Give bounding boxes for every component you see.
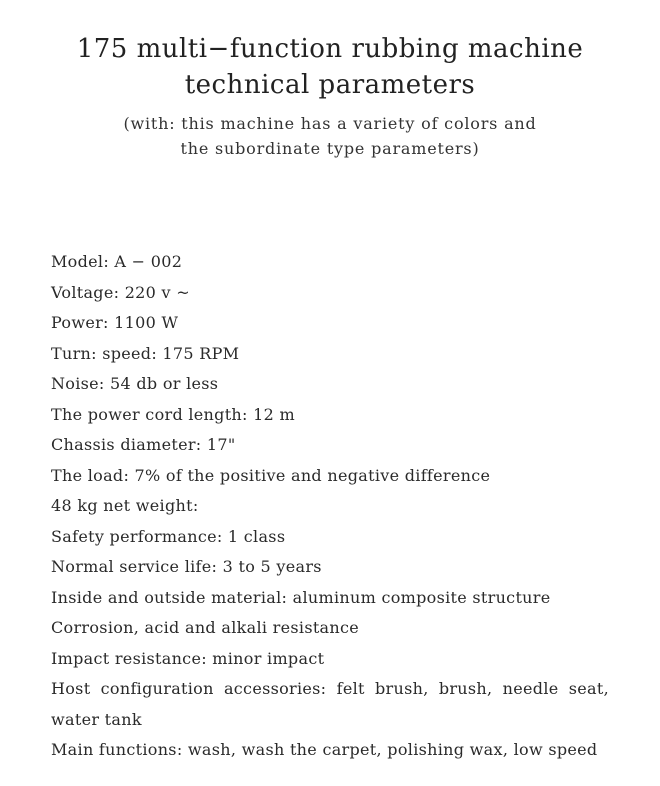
param-corrosion-resistance: Corrosion, acid and alkali resistance — [51, 618, 360, 637]
parameter-list — [51, 247, 611, 766]
param-chassis-diameter: Chassis diameter: 17" — [51, 435, 236, 454]
param-power: Power: 1100 W — [51, 313, 179, 332]
param-model: Model: A − 002 — [51, 252, 183, 271]
param-accessories-continued: water tank — [51, 709, 142, 729]
subtitle-line-1: (with: this machine has a variety of colors and — [123, 114, 537, 133]
param-power-cord-length: The power cord length: 12 m — [51, 404, 295, 424]
param-voltage: Voltage: 220 v ~ — [51, 282, 190, 302]
page-title-line-2: technical parameters — [184, 70, 476, 100]
param-load: The load: 7% of the positive and negative difference — [51, 465, 491, 485]
param-impact-resistance: Impact resistance: minor impact — [51, 648, 325, 668]
param-safety-performance: Safety performance: 1 class — [51, 526, 286, 546]
page-title-line-1: 175 multi−function rubbing machine — [76, 34, 584, 64]
param-net-weight: 48 kg net weight: — [51, 496, 199, 515]
param-accessories: Host configuration accessories: felt brush, brush, needle seat, — [51, 679, 609, 698]
subtitle-line-2: the subordinate type parameters) — [180, 139, 480, 158]
param-turn-speed: Turn: speed: 175 RPM — [51, 343, 240, 363]
param-noise: Noise: 54 db or less — [51, 374, 219, 393]
param-service-life: Normal service life: 3 to 5 years — [51, 557, 322, 576]
param-material: Inside and outside material: aluminum composite structure — [51, 587, 551, 607]
param-main-functions: Main functions: wash, wash the carpet, polishing wax, low speed — [51, 740, 598, 759]
